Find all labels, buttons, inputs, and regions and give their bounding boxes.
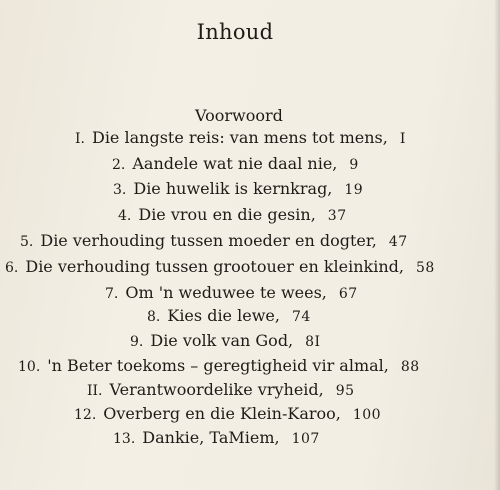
- toc-preface: Voorwoord: [195, 106, 283, 125]
- toc-entry-page: 37: [327, 208, 347, 224]
- toc-entry-title: Kies die lewe,: [167, 306, 280, 325]
- toc-entry-page: 47: [388, 234, 408, 250]
- toc-entry-page: I: [399, 131, 406, 147]
- toc-entry-title: Die volk van God,: [150, 331, 294, 350]
- toc-entry-3: [113, 179, 363, 200]
- toc-entry-page: 8I: [305, 334, 321, 350]
- toc-entry-7: [105, 283, 358, 304]
- toc-entry-number: 9.: [130, 334, 144, 350]
- toc-entry-number: 4.: [118, 208, 132, 224]
- toc-entry-page: 100: [352, 407, 382, 423]
- toc-entry-title: Die langste reis: van mens tot mens,: [91, 128, 388, 147]
- toc-entry-page: 88: [400, 359, 420, 375]
- page-edge-shadow: [494, 0, 500, 490]
- toc-entry-title: Om 'n weduwee te wees,: [125, 283, 327, 302]
- toc-entry-title: 'n Beter toekoms – geregtigheid vir almal,: [47, 356, 389, 375]
- toc-entry-number: 12.: [74, 407, 97, 423]
- toc-entry-title: Die verhouding tussen moeder en dogter,: [40, 231, 377, 250]
- toc-entry-8: [147, 306, 311, 327]
- toc-entry-title: Die verhouding tussen grootouer en kleinkind,: [25, 257, 404, 276]
- page-title: Inhoud: [196, 20, 274, 44]
- toc-entry-1: [75, 128, 406, 149]
- toc-entry-number: 3.: [113, 182, 127, 198]
- toc-entry-title: Overberg en die Klein-Karoo,: [103, 404, 341, 423]
- toc-entry-page: 58: [416, 260, 435, 276]
- toc-entry-number: 7.: [105, 286, 119, 302]
- toc-entry-page: 67: [338, 286, 358, 302]
- toc-entry-2: [112, 154, 359, 175]
- toc-entry-number: II.: [87, 383, 103, 399]
- toc-entry-title: Aandele wat nie daal nie,: [132, 154, 338, 173]
- toc-entry-9: [130, 331, 321, 352]
- toc-entry-title: Die huwelik is kernkrag,: [133, 179, 333, 198]
- toc-entry-number: 10.: [18, 359, 41, 375]
- toc-entry-6: [5, 257, 435, 278]
- toc-entry-title: Dankie, TaMiem,: [142, 428, 280, 447]
- toc-entry-number: 5.: [20, 234, 34, 250]
- toc-entry-page: 74: [291, 309, 311, 325]
- toc-entry-number: 13.: [113, 431, 136, 447]
- toc-entry-page: 107: [291, 431, 320, 447]
- toc-entry-10: [18, 356, 420, 377]
- toc-entry-number: 6.: [5, 260, 19, 276]
- toc-entry-13: [113, 428, 320, 449]
- toc-entry-title: Verantwoordelike vryheid,: [109, 380, 324, 399]
- toc-entry-page: 9: [349, 157, 359, 173]
- toc-entry-page: 95: [335, 383, 355, 399]
- toc-entry-page: 19: [344, 182, 364, 198]
- toc-entry-11: [87, 380, 355, 401]
- toc-entry-4: [118, 205, 347, 226]
- toc-entry-number: I.: [75, 131, 85, 147]
- toc-entry-number: 8.: [147, 309, 161, 325]
- toc-entry-12: [74, 404, 381, 425]
- toc-entry-5: [20, 231, 408, 252]
- toc-entry-number: 2.: [112, 157, 126, 173]
- toc-entry-title: Die vrou en die gesin,: [138, 205, 316, 224]
